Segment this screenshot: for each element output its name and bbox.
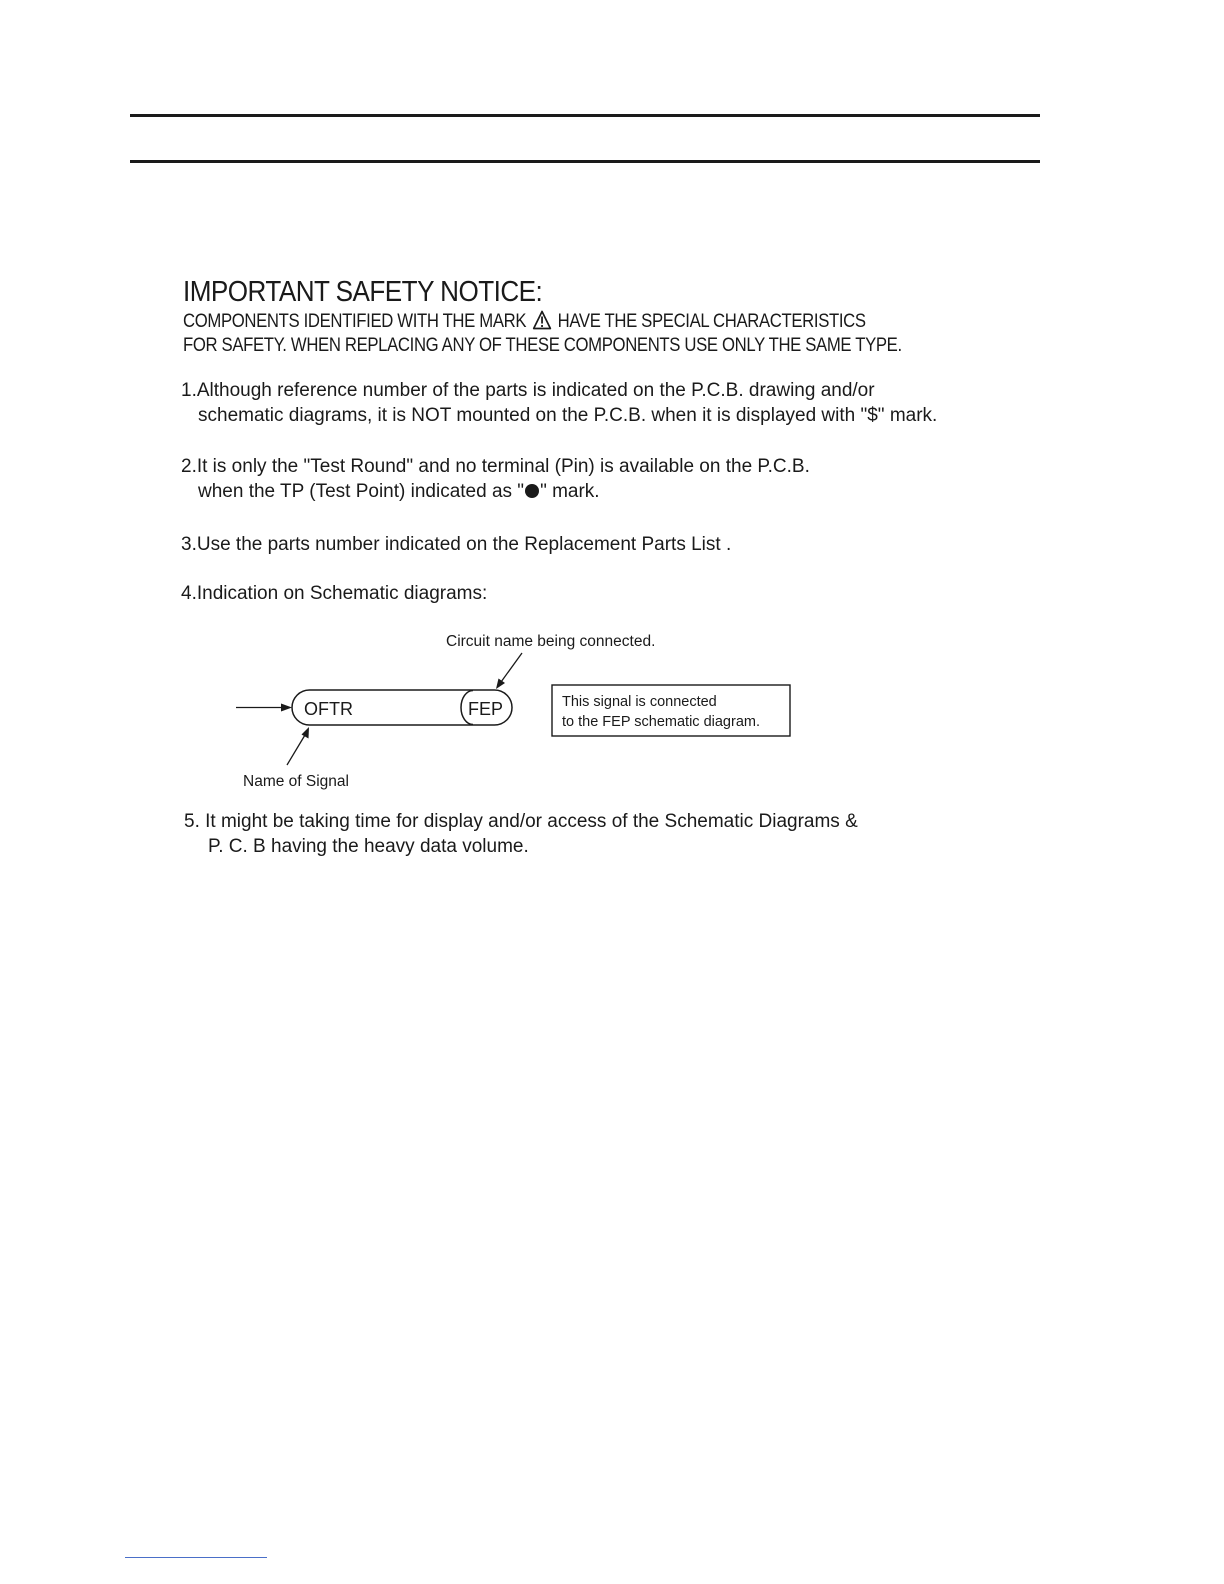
signal-pointer-line (287, 735, 305, 765)
schematic-indication-diagram (230, 625, 810, 800)
list-item-2-line-2-start: when the TP (Test Point) indicated as " (198, 481, 525, 502)
footer-link-underline (125, 1557, 267, 1558)
list-item-1-line-1: 1.Although reference number of the parts is indicated on the P.C.B. drawing and/or (181, 380, 875, 401)
test-point-dot-icon (525, 484, 539, 498)
notice-title: IMPORTANT SAFETY NOTICE: (183, 276, 543, 308)
explanation-line-2: to the FEP schematic diagram. (562, 714, 760, 730)
notice-line-2: FOR SAFETY. WHEN REPLACING ANY OF THESE COMPONENTS USE ONLY THE SAME TYPE. (183, 335, 902, 356)
list-item-3: 3.Use the parts number indicated on the Replacement Parts List . (181, 534, 732, 555)
circuit-pointer-arrowhead (496, 679, 505, 690)
warning-triangle-icon (532, 310, 551, 330)
header-rule-bottom (130, 160, 1040, 163)
signal-input-arrowhead (281, 704, 292, 712)
list-item-2 (181, 454, 810, 504)
list-item-2-line-2 (181, 479, 810, 504)
circuit-name-caption: Circuit name being connected. (446, 633, 656, 650)
circuit-pointer-line (501, 653, 522, 682)
header-rule-top (130, 114, 1040, 117)
circuit-name-label: FEP (468, 699, 504, 719)
notice-line-1-end: HAVE THE SPECIAL CHARACTERISTICS (557, 311, 866, 332)
list-item-5 (184, 809, 858, 859)
list-item-1 (181, 378, 937, 428)
list-item-4: 4.Indication on Schematic diagrams: (181, 583, 488, 604)
list-item-5-line-2: P. C. B having the heavy data volume. (208, 836, 529, 857)
explanation-line-1: This signal is connected (562, 694, 717, 710)
signal-name-label: OFTR (304, 699, 353, 719)
notice-line-1-start: COMPONENTS IDENTIFIED WITH THE MARK (183, 311, 527, 332)
signal-name-caption: Name of Signal (243, 773, 349, 790)
list-item-2-line-1: 2.It is only the "Test Round" and no terminal (Pin) is available on the P.C.B. (181, 456, 810, 477)
notice-line-1 (183, 310, 866, 333)
list-item-1-line-2: schematic diagrams, it is NOT mounted on the P.C.B. when it is displayed with "$" mark. (198, 405, 938, 426)
list-item-5-line-1: 5. It might be taking time for display and/or access of the Schematic Diagrams & (184, 811, 858, 832)
signal-pointer-arrowhead (302, 727, 310, 739)
list-item-2-line-2-end: " mark. (540, 481, 600, 502)
